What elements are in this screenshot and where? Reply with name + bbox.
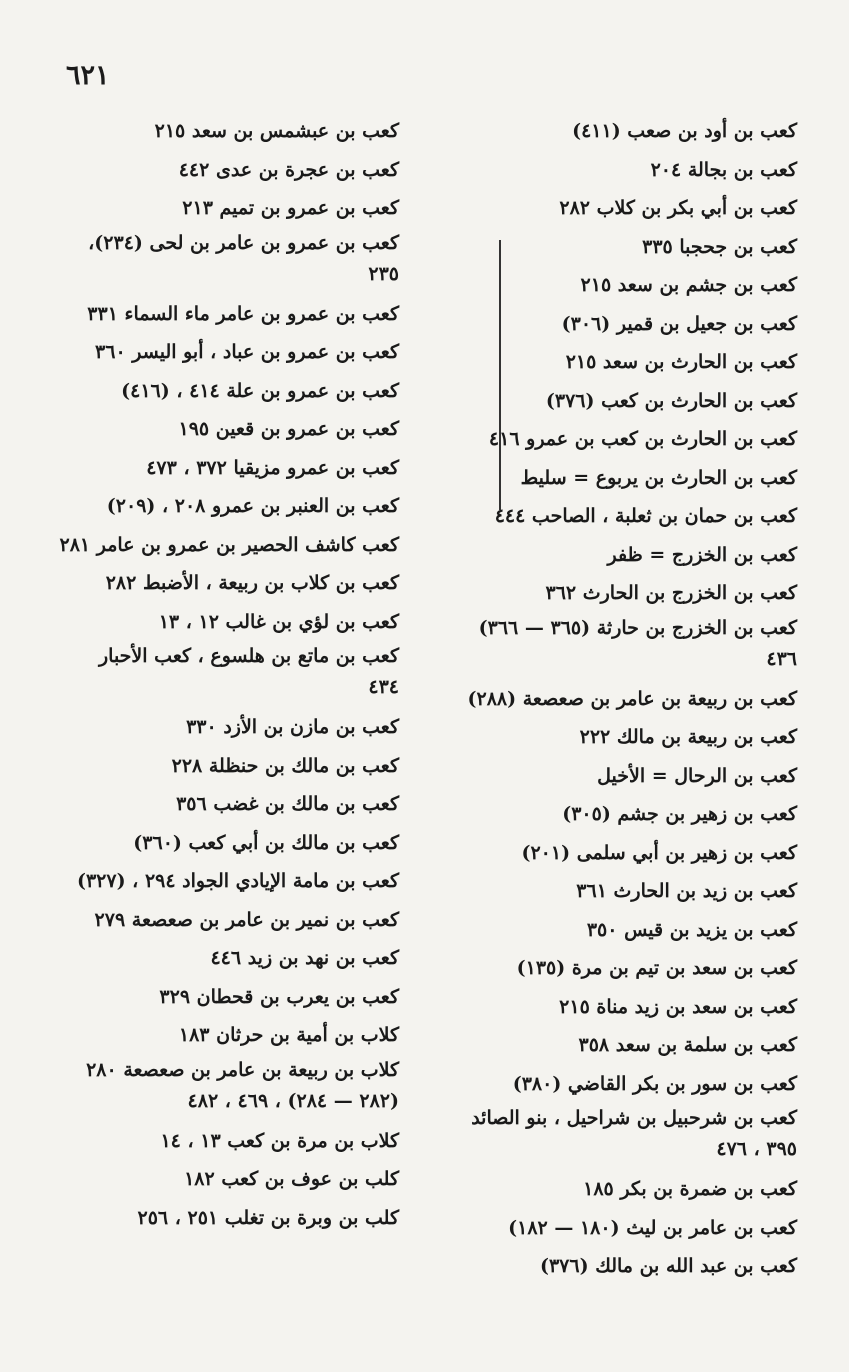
index-entry: كعب بن ماتع بن هلسوع ، كعب الأحبار ٤٣٤: [98, 645, 399, 698]
index-entry: كعب بن عمرو بن عامر بن لحى (٢٣٤)، ٢٣٥: [88, 231, 399, 285]
index-entry: كعب بن جشم بن سعد ٢١٥: [580, 274, 797, 296]
index-entry: كعب بن كلاب بن ربيعة ، الأضبط ٢٨٢: [105, 572, 399, 594]
index-entry: كعب بن عمرو بن علة ٤١٤ ، (٤١٦): [121, 379, 399, 402]
index-entry: كلب بن وبرة بن تغلب ٢٥١ ، ٢٥٦: [137, 1206, 399, 1229]
index-entry: كعب بن نمير بن عامر بن صعصعة ٢٧٩: [94, 908, 399, 931]
index-entry: كعب بن يزيد بن قيس ٣٥٠: [586, 918, 797, 941]
index-entry: كعب بن لؤي بن غالب ١٢ ، ١٣: [158, 610, 399, 633]
index-entry: كعب بن ضمرة بن بكر ١٨٥: [583, 1178, 797, 1200]
index-entry: كعب بن عجرة بن عدى ٤٤٢: [178, 158, 399, 181]
index-entry: كلاب بن أمية بن حرثان ١٨٣: [178, 1024, 399, 1046]
index-entry: كعب بن سعد بن زيد مناة ٢١٥: [559, 995, 797, 1018]
index-entry: كعب بن عبشمس بن سعد ٢١٥: [154, 120, 399, 142]
index-entry: كعب بن زهير بن أبي سلمى (٢٠١): [521, 841, 797, 864]
index-entry: كعب بن الخزرج = ظفر: [607, 543, 797, 566]
index-entry: كعب بن مازن بن الأزد ٣٣٠: [186, 716, 399, 738]
index-entry: كعب بن الحارث بن كعب (٣٧٦): [545, 389, 797, 412]
index-entry: كلب بن عوف بن كعب ١٨٢: [184, 1168, 399, 1190]
index-entry: كعب بن شرحبيل بن شراحيل ، بنو الصائد ٣٩٥ ، ٤٧٦: [471, 1107, 797, 1160]
index-entry: كعب بن نهد بن زيد ٤٤٦: [210, 947, 399, 969]
index-entry: كعب بن ربيعة بن مالك ٢٢٢: [579, 726, 797, 748]
index-entry: كعب بن العنبر بن عمرو ٢٠٨ ، (٢٠٩): [106, 495, 399, 517]
index-entry: كعب بن زيد بن الحارث ٣٦١: [576, 880, 797, 902]
index-entry: كعب بن جعيل بن قمير (٣٠٦): [561, 312, 797, 335]
index-entry: كعب بن مامة الإيادي الجواد ٢٩٤ ، (٣٢٧): [76, 870, 399, 892]
index-entry: كعب بن الحارث بن كعب بن عمرو ٤١٦: [488, 428, 797, 450]
index-entry: كعب بن عبد الله بن مالك (٣٧٦): [539, 1255, 797, 1277]
index-entry: كعب بن عامر بن ليث (١٨٠ — ١٨٢): [508, 1216, 797, 1239]
index-entry: كعب بن أبي بكر بن كلاب ٢٨٢: [559, 197, 797, 219]
index-entry: كعب بن حمان بن ثعلبة ، الصاحب ٤٤٤: [494, 505, 797, 527]
index-column-left: [59, 112, 399, 1237]
index-entry: كعب بن سعد بن تيم بن مرة (١٣٥): [516, 957, 797, 979]
index-entry: كعب بن بجالة ٢٠٤: [650, 158, 797, 181]
index-entry: كعب بن مالك بن غضب ٣٥٦: [176, 793, 399, 815]
index-entry: كعب بن زهير بن جشم (٣٠٥): [562, 803, 797, 825]
index-entry: كعب بن سلمة بن سعد ٣٥٨: [578, 1034, 797, 1056]
index-entry: كلاب بن مرة بن كعب ١٣ ، ١٤: [160, 1129, 399, 1152]
index-entry: كعب بن سور بن بكر القاضي (٣٨٠): [512, 1072, 797, 1095]
index-entry: كعب بن جحجبا ٣٣٥: [642, 235, 797, 258]
index-entry: كعب بن يعرب بن قحطان ٣٢٩: [159, 985, 399, 1008]
index-entry: كعب بن الرحال = الأخيل: [597, 764, 797, 787]
index-entry: كعب كاشف الحصير بن عمرو بن عامر ٢٨١: [59, 533, 399, 556]
index-entry: كعب بن الحارث بن سعد ٢١٥: [565, 351, 797, 373]
index-entry: كعب بن عمرو مزيقيا ٣٧٢ ، ٤٧٣: [146, 456, 399, 479]
index-entry: كعب بن عمرو بن عباد ، أبو اليسر ٣٦٠: [95, 341, 399, 363]
index-entry: كعب بن أود بن صعب (٤١١): [572, 120, 797, 142]
index-entry: كعب بن ربيعة بن عامر بن صعصعة (٢٨٨): [467, 687, 797, 710]
index-entry: كعب بن مالك بن حنظلة ٢٢٨: [171, 754, 399, 777]
index-entry: كعب بن الخزرج بن حارثة (٣٦٥ — ٣٦٦) ٤٣٦: [478, 616, 797, 670]
page-number: ٦٢١: [66, 60, 110, 91]
index-entry: كعب بن مالك بن أبي كعب (٣٦٠): [133, 831, 399, 854]
index-entry: كعب بن عمرو بن تميم ٢١٣: [182, 197, 399, 219]
index-entry: كعب بن عمرو بن عامر ماء السماء ٣٣١: [87, 302, 399, 325]
index-entry: كعب بن الخزرج بن الحارث ٣٦٢: [545, 582, 797, 604]
index-entry: كلاب بن ربيعة بن عامر بن صعصعة ٢٨٠ (٢٨٢ — ٢٨٤) ، ٤٦٩ ، ٤٨٢: [86, 1058, 399, 1112]
index-entry: كعب بن عمرو بن قعين ١٩٥: [178, 418, 399, 440]
index-column-right: [467, 112, 797, 1286]
index-entry: كعب بن الحارث بن يربوع = سليط: [520, 466, 797, 489]
